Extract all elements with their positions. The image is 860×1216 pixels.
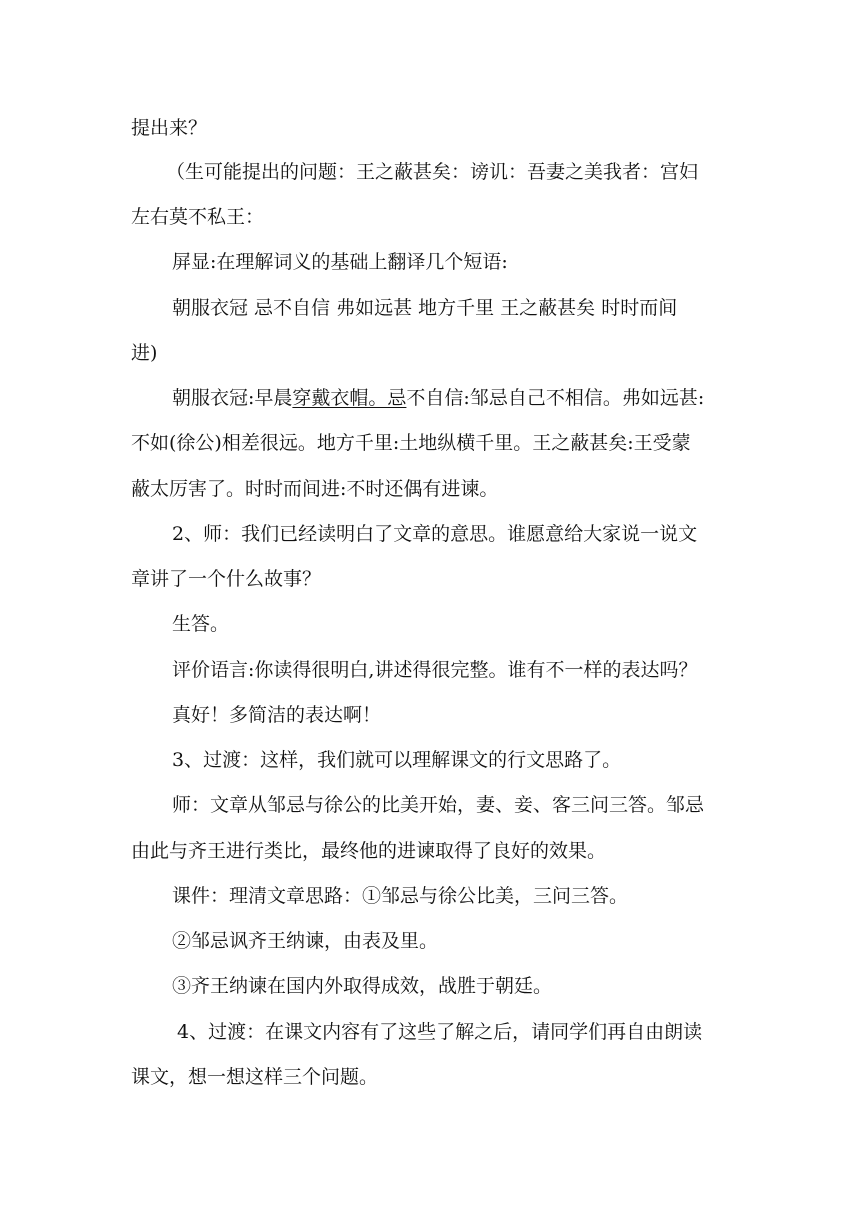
text-line: 左右莫不私王： (131, 206, 265, 228)
text-line: 评价语言:你读得很明白,讲述得很完整。谁有不一样的表达吗？ (172, 659, 698, 681)
text-line: 朝服衣冠 忌不自信 弗如远甚 地方千里 王之蔽甚矣 时时而间 (172, 297, 678, 319)
text-line: 3、过渡：这样，我们就可以理解课文的行文思路了。 (172, 749, 622, 771)
text-line: 提出来？ (131, 117, 208, 139)
text-line (172, 386, 782, 410)
text-line: 进) (131, 342, 158, 364)
text-line: 课文，想一想这样三个问题。 (131, 1066, 379, 1088)
text-line: 4、过渡：在课文内容有了这些了解之后，请同学们再自由朗读 (177, 1021, 703, 1043)
text-line: 由此与齐王进行类比，最终他的进谏取得了良好的效果。 (131, 840, 607, 862)
text-line: 不如(徐公)相差很远。地方千里:土地纵横千里。王之蔽甚矣:王受蒙 (131, 432, 691, 454)
text-line: 真好！多简洁的表达啊！ (172, 704, 382, 726)
text-line: 屏显:在理解词义的基础上翻译几个短语: (172, 251, 508, 273)
text-line: 2、师：我们已经读明白了文章的意思。谁愿意给大家说一说文 (172, 523, 698, 545)
text-line: （生可能提出的问题：王之蔽甚矣：谤讥：吾妻之美我者：宫妇 (166, 161, 699, 183)
text-line: 生答。 (172, 613, 230, 635)
text-segment: 朝服衣冠:早晨 (172, 387, 293, 409)
text-line: 蔽太厉害了。时时而间进:不时还偶有进谏。 (131, 478, 499, 500)
underlined-text: 穿戴衣帽。忌 (292, 387, 407, 409)
text-line: ②邹忌讽齐王纳谏，由表及里。 (172, 930, 439, 952)
text-line: 章讲了一个什么故事？ (131, 568, 322, 590)
text-line: 课件：理清文章思路：①邹忌与徐公比美，三问三答。 (172, 885, 629, 907)
text-line: ③齐王纳谏在国内外取得成效，战胜于朝廷。 (172, 975, 553, 997)
text-line: 师：文章从邹忌与徐公的比美开始，妻、妾、客三问三答。邹忌 (172, 794, 705, 816)
text-segment: 不自信:邹忌自己不相信。弗如远甚: (406, 387, 705, 409)
